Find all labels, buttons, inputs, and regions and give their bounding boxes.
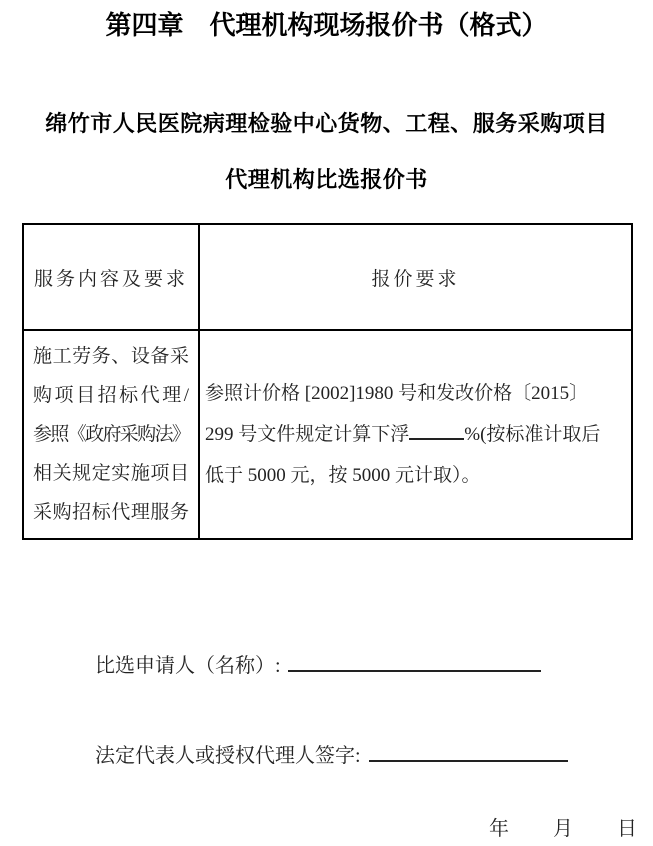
- quote-line: [205, 414, 627, 455]
- quote-line-text: 299 号文件规定计算下浮: [205, 424, 410, 445]
- quote-line-text: %(按标准计取后: [464, 424, 601, 445]
- quotation-table: [22, 223, 633, 540]
- representative-signature-blank: [369, 745, 568, 762]
- date-day-label: 日: [617, 818, 637, 840]
- service-content-cell: [24, 331, 200, 538]
- applicant-name-row: [95, 649, 541, 678]
- applicant-name-label: 比选申请人（名称）:: [95, 655, 281, 677]
- service-line: 施工劳务、设备采: [33, 346, 189, 367]
- service-line: 相关规定实施项目: [33, 463, 189, 484]
- discount-percent-blank: [409, 424, 464, 440]
- representative-signature-label: 法定代表人或授权代理人签字:: [95, 745, 361, 767]
- table-header-service: 服务内容及要求: [24, 225, 200, 331]
- doc-title: 代理机构比选报价书: [225, 167, 428, 192]
- date-month-label: 月: [553, 818, 573, 840]
- table-header-quote: 报价要求: [200, 225, 631, 331]
- service-line: 购项目招标代理/: [33, 385, 189, 406]
- service-line: 采购招标代理服务: [33, 502, 189, 523]
- project-title: 绵竹市人民医院病理检验中心货物、工程、服务采购项目: [45, 111, 608, 136]
- quote-requirement-cell: [200, 331, 631, 538]
- date-year-label: 年: [489, 818, 509, 840]
- quote-line: 低于 5000 元，按 5000 元计取）。: [205, 465, 481, 486]
- service-line: 参照《政府采购法》: [33, 424, 189, 445]
- applicant-name-blank: [288, 655, 541, 672]
- quote-line: 参照计价格 [2002]1980 号和发改价格〔2015〕: [205, 383, 589, 404]
- chapter-title: 第四章 代理机构现场报价书（格式）: [105, 10, 548, 40]
- date-row: [489, 812, 637, 841]
- representative-signature-row: [95, 739, 568, 768]
